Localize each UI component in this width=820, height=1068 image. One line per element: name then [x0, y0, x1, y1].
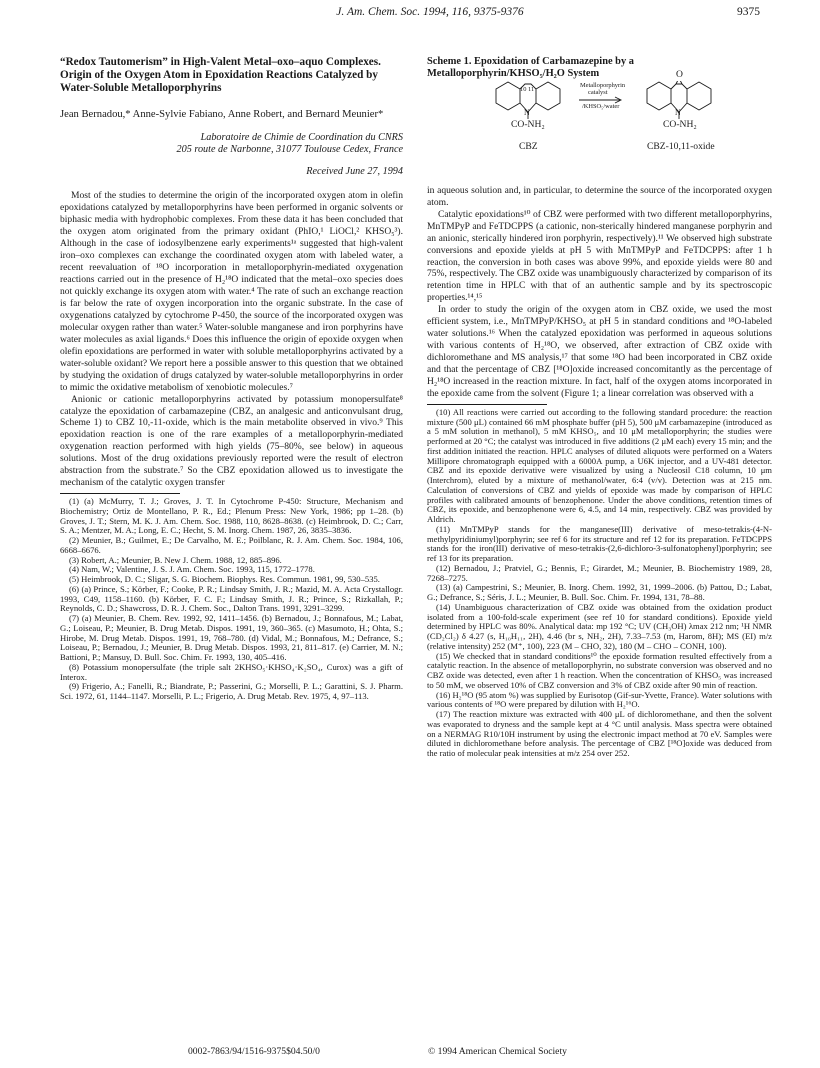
reference-item: (17) The reaction mixture was extracted with 400 μL of dichloromethane, and then the solvent was evaporated to dryness and the sample kept at 4 °C until analysis. Mass spectra were obtained on a NERMAG R10/10H instrument by using the electronic impact method at 70 eV. Samples were diluted in dichloromethane before analysis. The percentage of CBZ [¹⁸O]oxide was deduced from the ratio of molecular peak intensities at m/z 254 over 252. [427, 709, 772, 759]
carboxamide-label: CO-NH₂ [663, 118, 697, 130]
ring-position-numbers: 10 11 [520, 85, 535, 93]
reference-item: (9) Frigerio, A.; Fanelli, R.; Biandrate, P.; Passerini, G.; Morselli, P. L.; Garattini, S. J. Pharm. Sci. 1972, 61, 1144–1147. Morselli, P. L.; Frigerio, A. Drug Metab. Rev. 1975, 4, 97–113. [60, 681, 403, 702]
left-column [60, 56, 403, 702]
reference-item: (6) (a) Prince, S.; Körber, F.; Cooke, P. R.; Lindsay Smith, J. R.; Mazid, M. A. Acta Crystallogr. 1993, C49, 1158–1160. (b) Körber, F. C. F.; Lindsay Smith, J. R.; Prince, S.; Rizkallah, P.; Reynolds, C. D.; Shawcross, D. R. J. Chem. Soc., Dalton Trans. 1991, 3291–3299. [60, 583, 403, 614]
right-column [427, 56, 772, 759]
right-body-text [427, 185, 772, 400]
reagent-label: Metalloporphyrin [580, 81, 626, 89]
body-paragraph: Catalytic epoxidations¹⁰ of CBZ were performed with two different metalloporphyrins, MnTMPyP and FeTDCPPS (a cationic, non-sterically hindered manganese porphyrin and an anionic, sterically hindered iron porphyrin, respectively).¹¹ We observed high substrate conversions and epoxide yields at pH 5 with MnTMPyP and FeTDCPPS: after 1 h reaction, the conversion in both cases was above 99%, and epoxide yields were 80 and 75%, respectively. The CBZ oxide was unambiguously characterized by comparison of its retention time in HPLC with that of an authentic sample and by its spectroscopic properties.¹⁴,¹⁵ [427, 208, 772, 304]
compound-label-cbz: CBZ [519, 140, 538, 152]
reference-item: (7) (a) Meunier, B. Chem. Rev. 1992, 92, 1411–1456. (b) Bernadou, J.; Bonnafous, M.; Labat, G.; Loiseau, P.; Meunier, B. Drug Metab. Dispos. 1991, 19, 360–365. (c) Masumoto, H.; Ohta, S.; Hirobe, M. Drug Metab. Dispos. 1991, 19, 768–780. (d) Vidal, M.; Bonnafous, M.; Defrance, S.; Loiseau, P.; Bernadou, J.; Meunier, B. Drug Metab. Dispos. 1993, 21, 811–817. (e) Carrier, M. N.; Battioni, P.; Mansuy, D. Bull. Soc. Chim. Fr. 1993, 130, 405–416. [60, 613, 403, 663]
footnote-rule [427, 404, 547, 405]
compound-label-cbz-oxide: CBZ-10,11-oxide [647, 140, 715, 152]
journal-citation: J. Am. Chem. Soc. 1994, 116, 9375-9376 [336, 6, 524, 18]
reference-item: (13) (a) Campestrini, S.; Meunier, B. Inorg. Chem. 1992, 31, 1999–2006. (b) Pattou, D.; Labat, G.; Defrance, S.; Séris, J. L.; Meunier, B. Bull. Soc. Chim. Fr. 1994, 131, 78–88. [427, 582, 772, 603]
reference-item: (11) MnTMPyP stands for the manganese(III) derivative of meso-tetrakis-(4-N-methylpyridiniumyl)porphyrin; see ref 6 for its structure and ref 12 for its preparation. FeTDCPPS stands for the iron(III) derivative of meso-tetrakis-(2,6-dichloro-3-sulfonatophenyl)porphyrin; see ref 13 for its preparation. [427, 523, 772, 564]
affiliation-line: 205 route de Narbonne, 31077 Toulouse Cedex, France [176, 144, 403, 155]
left-references [60, 497, 403, 702]
reference-item: (4) Nam, W.; Valentine, J. S. J. Am. Chem. Soc. 1993, 115, 1772–1778. [69, 564, 315, 575]
reference-item: (2) Meunier, B.; Guilmet, E.; De Carvalho, M. E.; Poilblanc, R. J. Am. Chem. Soc. 1984, 106, 6668–6676. [60, 535, 403, 555]
epoxide-oxygen-label: O [676, 68, 683, 80]
reagent-label: catalyst [588, 88, 608, 96]
right-references [427, 408, 772, 759]
body-paragraph: In order to study the origin of the oxygen atom in CBZ oxide, we used the most efficient system, i.e., MnTMPyP/KHSO₅ at pH 5 in standard conditions and ¹⁸O-labeled water solutions.¹⁶ When the catalyzed epoxidation was performed in aqueous solutions with various contents of H₂¹⁸O, we observed, after extraction of CBZ oxide with dichloromethane and MS analysis,¹⁷ that some ¹⁸O had been incorporated in CBZ oxide and that the percentage of CBZ [¹⁸O]oxide increased concomitantly as the percentage of H₂¹⁸O increased in the reaction mixture. In fact, half of the oxygen atoms incorporated in the epoxide came from the solvent (Figure 1; a linear correlation was observed with a [427, 304, 772, 400]
reference-item: (5) Heimbrook, D. C.; Sligar, S. G. Biochem. Biophys. Res. Commun. 1981, 99, 530–535. [69, 574, 380, 585]
reaction-scheme-drawing [427, 81, 772, 185]
page-footer [0, 1046, 820, 1060]
reference-item: (10) All reactions were carried out according to the following standard procedure: the reaction mixture (500 μL) contained 66 mM phosphate buffer (pH 5), 500 μM carbamazepine (introduced as a 5 mM solution in methanol), 5 mM KHSO₅, and 10 μM metalloporphyrin; the studies were performed at 20 °C; the catalyst was introduced in five additions (2 μM each) every 15 min; and the first addition initiated the reaction. HPLC analyses of diluted aliquots were performed on a Waters Millipore chromatograph equipped with a 6000A pump, a U6K injector, and a UV-481 detector. CBZ and its epoxide derivative were visualized by using a Nucleosil C18 column, 10 μm (Interchrom), eluted by a mixture of methanol/water, 6:4 (v/v). Detection was at 215 nm. Calculation of conversions of CBZ and yields of epoxide was made by comparison of HPLC profiles with calibrated amounts of benzophenone. Under the above conditions, retention times of CBZ, its epoxide, and benzophenone were 6, 4.5, and 14 min, respectively. CBZ was provided by Aldrich. [427, 406, 772, 525]
cbz-left-ring [496, 82, 520, 110]
affiliation-line: Laboratoire de Chimie de Coordination du CNRS [200, 131, 403, 143]
received-date: Received June 27, 1994 [306, 166, 403, 178]
nitrogen-label: N [675, 107, 681, 117]
oxide-left-ring [647, 82, 671, 110]
article-code: 0002-7863/94/1516-9375$04.50/0 [188, 1046, 320, 1057]
cbz-right-ring [536, 82, 560, 110]
page-number: 9375 [737, 6, 760, 18]
reference-item: (12) Bernadou, J.; Pratviel, G.; Bennis, F.; Girardet, M.; Meunier, B. Biochemistry 1989, 28, 7268–7275. [427, 562, 772, 583]
reference-item: (3) Robert, A.; Meunier, B. New J. Chem. 1988, 12, 885–896. [69, 554, 282, 565]
oxide-right-ring [687, 82, 711, 110]
reference-item: (1) (a) McMurry, T. J.; Groves, J. T. In Cytochrome P-450: Structure, Mechanism and Biochemistry; Ortiz de Montellano, P. R., Ed.; Plenum Press: New York, 1986; pp 1–28. (b) Groves, J. T.; Stern, M. K. J. Am. Chem. Soc. 1988, 110, 8628–8638. (c) Heimbrook, D. C.; Carr, S. A.; Mentzer, M. A.; Long, E. C.; Hecht, S. M. Inorg. Chem. 1987, 26, 3835–3836. [60, 496, 403, 536]
body-paragraph: Anionic or cationic metalloporphyrins activated by potassium monopersulfate⁸ catalyze the epoxidation of carbamazepine (CBZ, an analgesic and anticonvulsant drug, Scheme 1) to CBZ 10,-11-oxide, which is the main metabolite observed in vivo.⁹ This epoxidation reaction is one of the rare examples of a metalloporphyrin-mediated oxygenation reaction performed with high yields (75–80%, see below) in aqueous solutions. Most of the drug oxidations previously reported were the result of electron abstraction from the substrate.⁷ So the CBZ epoxidation allowed us to investigate the mechanism of the catalytic oxygen transfer [60, 393, 403, 489]
reference-item: (8) Potassium monopersulfate (the triple salt 2KHSO₅·KHSO₄·K₂SO₄, Curox) was a gift of Interox. [60, 661, 403, 682]
footnote-rule [60, 493, 180, 494]
reference-item: (15) We checked that in standard conditions¹⁰ the epoxide formation resulted effectively from a catalytic reaction. In the absence of metalloporphyrin, no substrate conversion was observed and no CBZ oxide was detected, even after 1 h reaction. When the concentration of KHSO₅ was increased to 50 mM, we observed 10% of CBZ conversion and 3% of CBZ oxide after 90 min of reaction. [427, 650, 772, 690]
article-title: “Redox Tautomerism” in High-Valent Metal–oxo–aquo Complexes. Origin of the Oxygen Atom in Epoxidation Reactions Catalyzed by Water-Soluble Metalloporphyrins [60, 56, 381, 94]
affiliation [60, 132, 403, 157]
oxide-c10-c11-bridge [671, 84, 687, 89]
copyright-notice: © 1994 American Chemical Society [428, 1046, 567, 1057]
left-body-text [60, 190, 403, 489]
reference-item: (14) Unambiguous characterization of CBZ oxide was obtained from the oxidation product isolated from a 100-fold-scale experiment (see ref 10 for standard conditions). Epoxide yield determined by HPLC was 80%. Analytical data: mp 192 °C; UV (CH₃OH) λmax 212 nm; ¹H NMR (CD₂Cl₂) δ 4.27 (s, H₁₀H₁₁, 2H), 4.46 (br s, NH₂, 2H), 7.33–7.53 (m, Harom, 8H); MS (EI) m/z (relative intensity) 252 (M⁺, 100), 223 (M – CHO, 32), 180 (M – CHO – CONH, 100). [427, 601, 772, 651]
reagent-label: /KHSO₅/water [582, 102, 620, 110]
body-paragraph: in aqueous solution and, in particular, to determine the source of the incorporated oxygen atom. [427, 184, 772, 208]
running-header [60, 6, 760, 24]
scheme-caption: Scheme 1. Epoxidation of Carbamazepine by a Metalloporphyrin/KHSO₅/H₂O System [427, 56, 634, 80]
nitrogen-label: N [524, 107, 530, 117]
carboxamide-label: CO-NH₂ [511, 118, 545, 130]
reference-item: (16) H₂¹⁸O (95 atom %) was supplied by Eurisotop (Gif-sur-Yvette, France). Water solutions with various contents of ¹⁸O were prepared by dilution with H₂¹⁶O. [427, 689, 772, 710]
body-paragraph: Most of the studies to determine the origin of the incorporated oxygen atom in olefin epoxidations catalyzed by metalloporphyrins have been performed in organic solvents or biphasic media with hydrophobic complexes. From these data it has been concluded that the oxygen atom originated from the primary oxidant (PhIO,¹ LiOCl,² KHSO₅³). Although in the case of iodosylbenzene early experiments¹ᵃ suggested that high-valent iron–oxo complexes can exchange the coordinated oxygen atom with labeled water, a recent reevaluation of ¹⁸O incorporation in metalloporphyrin-mediated oxygenation reactions carried out in the presence of H₂¹⁸O indicated that the metal–oxo species does not quickly exchange its oxygen atom with water.⁴ The rate of such an exchange reaction is far below the rate of oxygen incorporation into the organic substrate. In the case of oxygenations catalyzed by cytochrome P-450, the source of the incorporated oxygen was molecular oxygen rather than water.⁵ Water-soluble manganese and iron porphyrins have water molecules as axial ligands.⁶ Does this influence the origin of epoxide oxygen when olefin epoxidations are performed in water with soluble metalloporphyrins activated by a water-soluble oxidant? We report here a possible answer to this question that we obtained by studying the oxidation of drugs catalyzed by water-soluble metalloporphyrins in order to mimic the oxidative metabolism of xenobiotic molecules.⁷ [60, 190, 403, 393]
author-list: Jean Bernadou,* Anne-Sylvie Fabiano, Anne Robert, and Bernard Meunier* [60, 109, 384, 120]
